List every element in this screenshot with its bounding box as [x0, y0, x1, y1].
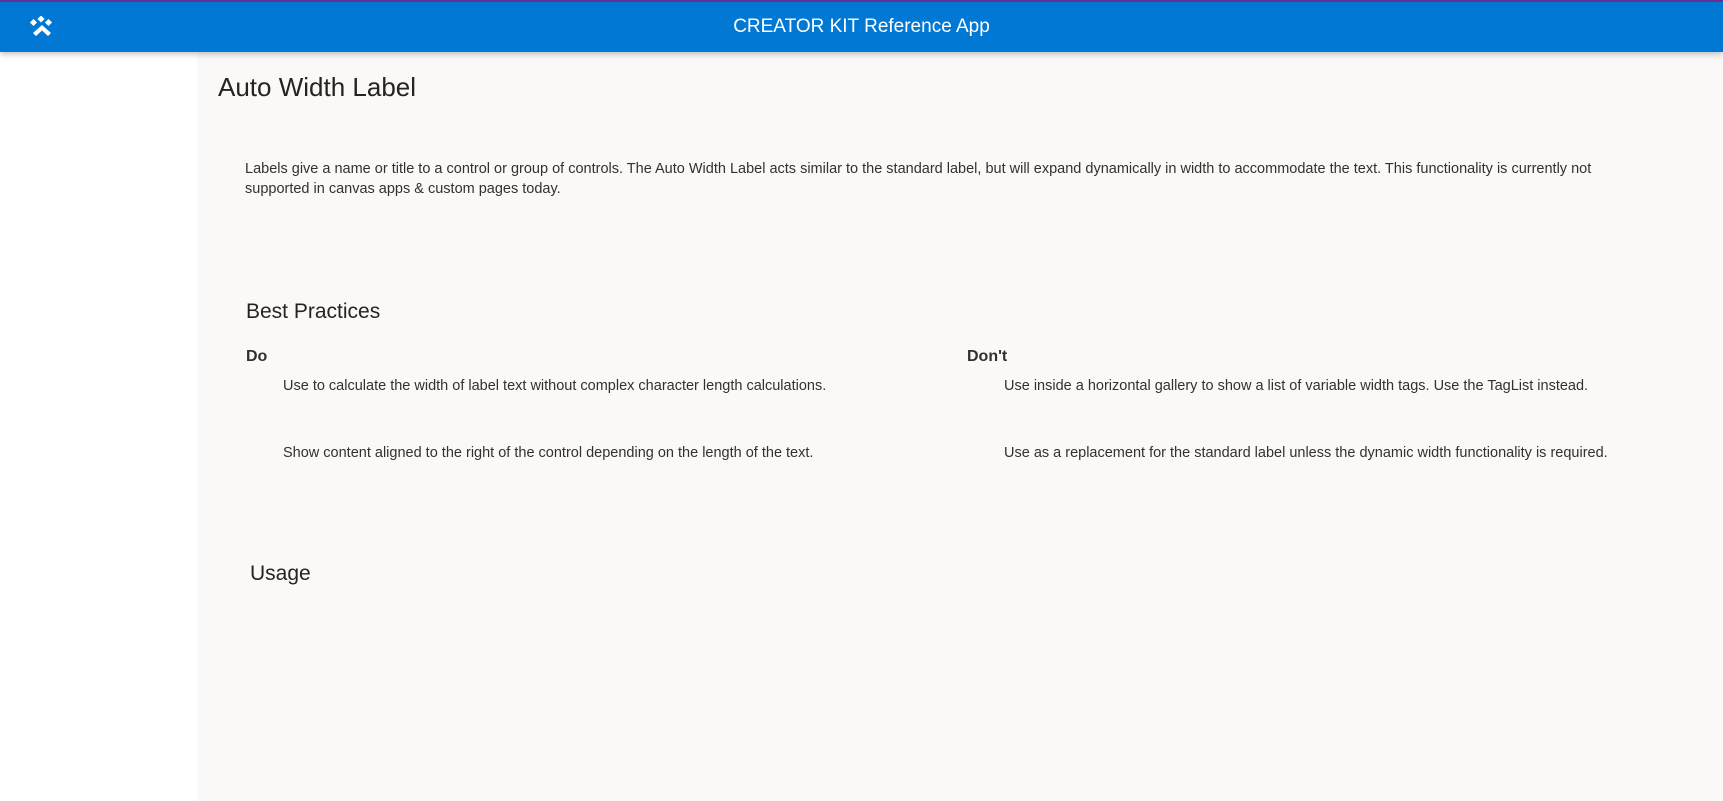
best-practices-heading: Best Practices [246, 300, 381, 323]
main-content [197, 52, 1723, 801]
sidebar [0, 52, 197, 801]
page-title: Auto Width Label [218, 72, 417, 102]
dont-item: Use inside a horizontal gallery to show a list of variable width tags. Use the TagList instead. [1004, 378, 1589, 394]
do-item: Use to calculate the width of label text without complex character length calculations. [283, 378, 827, 394]
app-header [0, 0, 1723, 52]
usage-heading: Usage [250, 562, 311, 585]
do-heading: Do [246, 348, 268, 365]
app-title: CREATOR KIT Reference App [733, 16, 990, 37]
dont-item: Use as a replacement for the standard label unless the dynamic width functionality is required. [1004, 445, 1608, 461]
dont-heading: Don't [967, 348, 1008, 365]
do-item: Show content aligned to the right of the control depending on the length of the text. [283, 445, 814, 461]
page-description: Labels give a name or title to a control or group of controls. The Auto Width Label acts similar to the standard label, but will expand dynamically in width to accommodate the text. This functionality is currently not supported in canvas apps & custom pages today. [245, 161, 1592, 197]
